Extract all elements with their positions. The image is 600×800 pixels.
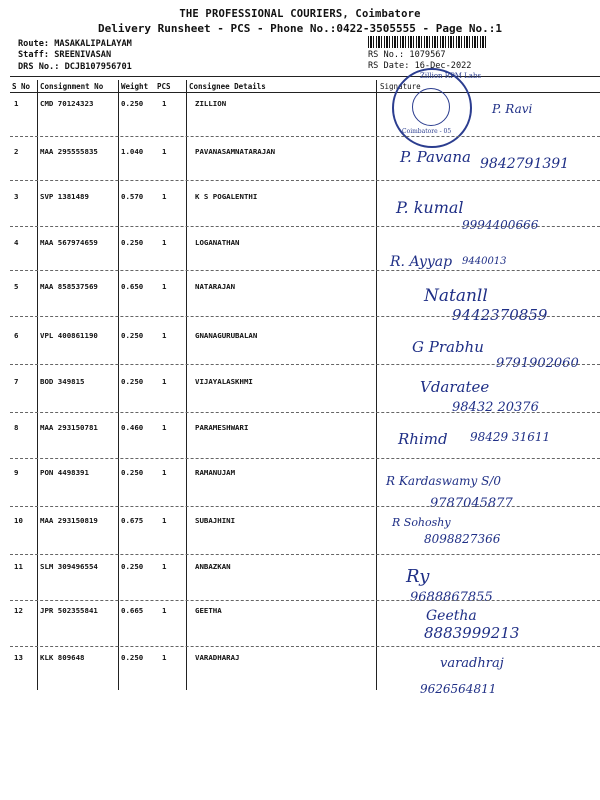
row-divider (10, 412, 600, 413)
row-pcs: 1 (162, 147, 167, 156)
row-consignment: BOD 349815 (40, 377, 85, 386)
col-header-weight: Weight (121, 82, 149, 91)
row-weight: 0.250 (121, 99, 144, 108)
signature: R. Ayyap (390, 254, 453, 270)
row-consignee: SUBAJHINI (195, 516, 236, 525)
row-divider (10, 316, 600, 317)
stamp-top-text: Zillion RPM Labs (420, 72, 482, 80)
row-sno: 1 (14, 99, 19, 108)
row-divider (10, 554, 600, 555)
column-divider (118, 80, 119, 690)
phone-number: 98432 20376 (452, 400, 539, 415)
signature: Rhimd (398, 430, 448, 448)
signature: Ry (406, 566, 430, 587)
row-pcs: 1 (162, 516, 167, 525)
row-pcs: 1 (162, 192, 167, 201)
table-top-border (10, 76, 600, 77)
phone-number: 9842791391 (480, 156, 570, 172)
row-consignment: PON 4498391 (40, 468, 89, 477)
row-weight: 0.250 (121, 377, 144, 386)
row-divider (10, 458, 600, 459)
drs-label: DRS No.: DCJB107956701 (18, 62, 132, 72)
signature: Natanll (424, 286, 488, 306)
phone-number: 9442370859 (452, 306, 548, 324)
row-weight: 0.250 (121, 331, 144, 340)
signature: Vdaratee (420, 378, 490, 396)
row-pcs: 1 (162, 377, 167, 386)
row-divider (10, 270, 600, 271)
row-divider (10, 506, 600, 507)
row-weight: 0.250 (121, 653, 144, 662)
signature: P. kumal (396, 198, 464, 217)
row-pcs: 1 (162, 282, 167, 291)
barcode (368, 36, 488, 48)
company-stamp-inner (412, 88, 450, 126)
col-header-signature: Signature (380, 82, 421, 91)
col-header-pcs: PCS (157, 82, 171, 91)
row-sno: 2 (14, 147, 19, 156)
row-consignee: GNANAGURUBALAN (195, 331, 258, 340)
row-consignment: MAA 567974659 (40, 238, 98, 247)
row-weight: 0.570 (121, 192, 144, 201)
row-consignment: SLM 309496554 (40, 562, 98, 571)
row-consignment: MAA 293150819 (40, 516, 98, 525)
row-divider (10, 364, 600, 365)
signature: P. Ravi (492, 102, 533, 116)
col-header-sno: S No (12, 82, 31, 91)
row-divider (10, 226, 600, 227)
row-sno: 8 (14, 423, 19, 432)
rs-number: RS No.: 1079567 (368, 50, 446, 60)
row-pcs: 1 (162, 99, 167, 108)
row-weight: 0.675 (121, 516, 144, 525)
row-pcs: 1 (162, 606, 167, 615)
row-consignment: MAA 293150781 (40, 423, 98, 432)
runsheet-subtitle: Delivery Runsheet - PCS - Phone No.:0422-3505555 - Page No.:1 (98, 22, 502, 35)
phone-number: 9994400666 (462, 218, 539, 232)
row-consignment: KLK 809648 (40, 653, 85, 662)
stamp-bottom-text: Coimbatore - 05 (402, 128, 452, 135)
company-title: THE PROFESSIONAL COURIERS, Coimbatore (179, 8, 421, 20)
row-pcs: 1 (162, 653, 167, 662)
row-weight: 0.250 (121, 562, 144, 571)
phone-number: 9791902060 (496, 356, 579, 371)
row-consignment: JPR 502355841 (40, 606, 98, 615)
row-divider (10, 180, 600, 181)
row-pcs: 1 (162, 331, 167, 340)
row-consignee: LOGANATHAN (195, 238, 240, 247)
row-sno: 7 (14, 377, 19, 386)
row-consignee: NATARAJAN (195, 282, 236, 291)
row-sno: 6 (14, 331, 19, 340)
row-pcs: 1 (162, 562, 167, 571)
row-weight: 0.250 (121, 238, 144, 247)
signature: Geetha (426, 608, 477, 624)
column-divider (37, 80, 38, 690)
phone-number: 8098827366 (424, 532, 501, 546)
row-sno: 10 (14, 516, 23, 525)
table-header-border (10, 92, 600, 93)
col-header-consignee: Consignee Details (189, 82, 266, 91)
signature: R Kardaswamy S/0 (386, 474, 501, 488)
row-weight: 1.040 (121, 147, 144, 156)
signature: P. Pavana (400, 148, 471, 166)
staff-label: Staff: SREENIVASAN (18, 50, 112, 60)
phone-number: 9440013 (462, 256, 507, 267)
row-consignee: PAVANASAMNATARAJAN (195, 147, 276, 156)
row-divider (10, 136, 600, 137)
row-consignee: RAMANUJAM (195, 468, 236, 477)
column-divider (376, 80, 377, 690)
phone-number: 9787045877 (430, 496, 513, 511)
row-sno: 3 (14, 192, 19, 201)
row-consignment: MAA 295555835 (40, 147, 98, 156)
signature: R Sohoshy (392, 516, 451, 529)
column-divider (186, 80, 187, 690)
phone-number: 9688867855 (410, 590, 493, 605)
signature: G Prabhu (412, 338, 484, 356)
row-divider (10, 646, 600, 647)
row-consignee: PARAMESHWARI (195, 423, 249, 432)
row-consignment: CMD 70124323 (40, 99, 94, 108)
row-consignee: GEETHA (195, 606, 222, 615)
row-consignment: SVP 1381489 (40, 192, 89, 201)
row-sno: 11 (14, 562, 23, 571)
col-header-consignment: Consignment No (40, 82, 104, 91)
row-pcs: 1 (162, 423, 167, 432)
row-consignee: VIJAYALASKHMI (195, 377, 253, 386)
phone-number: 98429 31611 (470, 430, 551, 444)
signature: varadhraj (440, 656, 504, 671)
row-consignee: VARADHARAJ (195, 653, 240, 662)
row-sno: 5 (14, 282, 19, 291)
rs-date: RS Date: 16-Dec-2022 (368, 61, 472, 71)
row-consignee: K S POGALENTHI (195, 192, 258, 201)
row-consignee: ZILLION (195, 99, 227, 108)
row-pcs: 1 (162, 468, 167, 477)
row-divider (10, 600, 600, 601)
row-consignment: VPL 400861190 (40, 331, 98, 340)
row-sno: 13 (14, 653, 23, 662)
row-sno: 12 (14, 606, 23, 615)
row-weight: 0.650 (121, 282, 144, 291)
phone-number: 8883999213 (424, 624, 520, 642)
row-sno: 9 (14, 468, 19, 477)
row-weight: 0.665 (121, 606, 144, 615)
row-weight: 0.250 (121, 468, 144, 477)
row-consignee: ANBAZKAN (195, 562, 231, 571)
row-consignment: MAA 858537569 (40, 282, 98, 291)
row-pcs: 1 (162, 238, 167, 247)
phone-number: 9626564811 (420, 682, 497, 696)
row-sno: 4 (14, 238, 19, 247)
route-label: Route: MASAKALIPALAYAM (18, 39, 132, 49)
row-weight: 0.460 (121, 423, 144, 432)
